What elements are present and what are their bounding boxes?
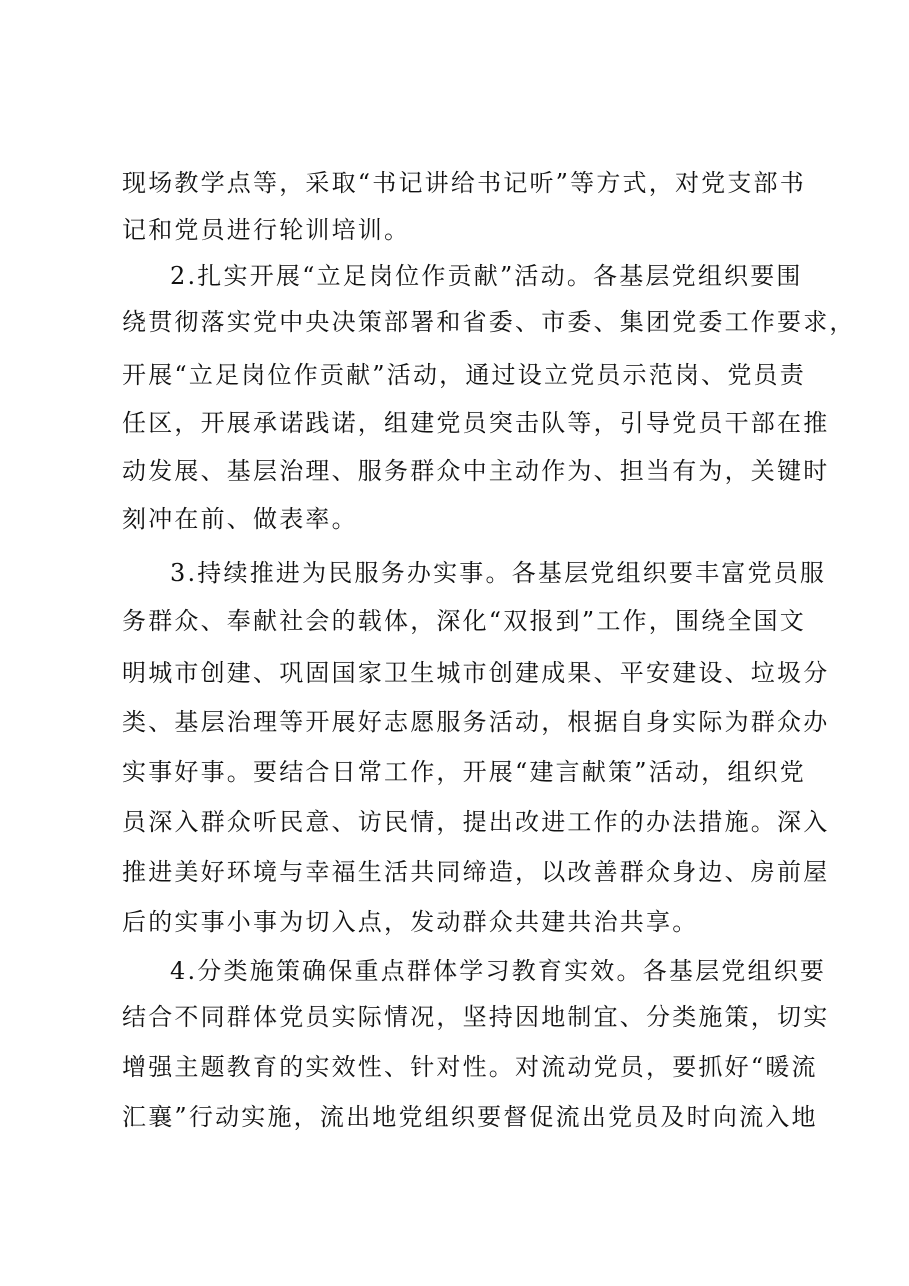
text-line: 动发展、基层治理、服务群众中主动作为、担当有为，关键时	[122, 457, 830, 485]
text-line: 实事好事。要结合日常工作，开展“建言献策”活动，组织党	[122, 758, 806, 786]
text-line: 开展“立足岗位作贡献”活动，通过设立党员示范岗、党员责	[122, 361, 806, 389]
text-line: 明城市创建、巩固国家卫生城市创建成果、平安建设、垃圾分	[122, 659, 830, 687]
text-line: 推进美好环境与幸福生活共同缔造，以改善群众身边、房前屋	[122, 858, 830, 886]
section-heading-line: 2.扎实开展“立足岗位作贡献”活动。各基层党组织要围	[170, 262, 803, 290]
text-line: 汇襄”行动实施，流出地党组织要督促流出党员及时向流入地	[122, 1103, 818, 1131]
section-heading-line: 3.持续推进为民服务办实事。各基层党组织要丰富党员服	[170, 559, 827, 587]
section-heading-line: 4.分类施策确保重点群体学习教育实效。各基层党组织要	[170, 957, 827, 985]
text-line: 结合不同群体党员实际情况，坚持因地制宜、分类施策，切实	[122, 1003, 830, 1031]
text-line: 类、基层治理等开展好志愿服务活动，根据自身实际为群众办	[122, 708, 830, 736]
text-line: 后的实事小事为切入点，发动群众共建共治共享。	[122, 908, 699, 936]
text-line: 员深入群众听民意、访民情，提出改进工作的办法措施。深入	[122, 808, 830, 836]
text-line: 绕贯彻落实党中央决策部署和省委、市委、集团党委工作要求，	[122, 308, 856, 336]
text-line: 任区，开展承诺践诺，组建党员突击队等，引导党员干部在推	[122, 409, 830, 437]
text-line: 刻冲在前、做表率。	[122, 505, 358, 533]
text-line: 记和党员进行轮训培训。	[122, 216, 411, 244]
text-line: 现场教学点等，采取“书记讲给书记听”等方式，对党支部书	[122, 169, 806, 197]
text-line: 务群众、奉献社会的载体，深化“双报到”工作，围绕全国文	[122, 607, 806, 635]
text-line: 增强主题教育的实效性、针对性。对流动党员，要抓好“暖流	[122, 1053, 818, 1081]
